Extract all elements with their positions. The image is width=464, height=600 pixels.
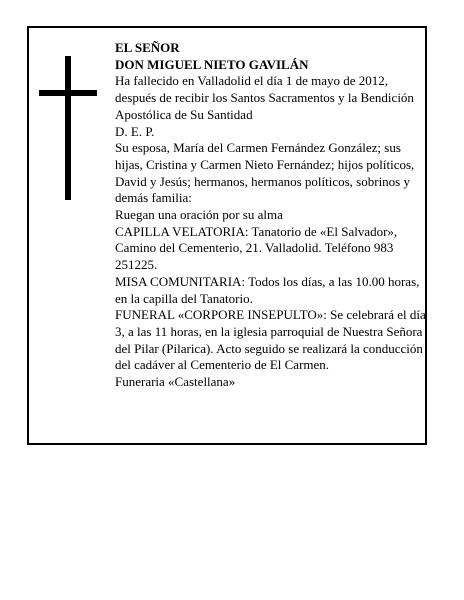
cross-vertical-bar — [65, 56, 71, 200]
cross-icon — [39, 56, 97, 200]
cross-horizontal-bar — [39, 90, 97, 96]
funeral-home: Funeraria «Castellana» — [115, 374, 236, 390]
notice-title: EL SEÑOR — [115, 40, 180, 55]
dep-line: D. E. P. — [115, 123, 155, 139]
funeral-info: FUNERAL «CORPORE INSEPULTO»: Se celebrará el día 3, a las 11 horas, en la iglesia parroquial de Nuestra Señora del Pilar (Pilarica). Acto seguido se realizará la conducción del cadáver al Cementerio de El Carmen. — [115, 307, 426, 373]
prayer-request: Ruegan una oración por su alma — [115, 207, 283, 223]
death-announcement: Ha fallecido en Valladolid el día 1 de mayo de 2012, después de recibir los Santos Sacramentos y la Bendición Apostólica de Su Santidad — [115, 73, 414, 122]
family-list: Su esposa, María del Carmen Fernández González; sus hijas, Cristina y Carmen Nieto Fernández; hijos políticos, David y Jesús; hermanos, hermanos políticos, sobrinos y demás familia: — [115, 140, 415, 206]
mass-info: MISA COMUNITARIA: Todos los días, a las 10.00 horas, en la capilla del Tanatorio. — [115, 273, 420, 306]
chapel-info: CAPILLA VELATORIA: Tanatorio de «El Salvador», Camino del Cementerio, 21. Valladolid. Teléfono 983 251225. — [115, 223, 398, 273]
notice-content — [115, 40, 427, 391]
deceased-name: DON MIGUEL NIETO GAVILÁN — [115, 56, 309, 72]
obituary-notice — [27, 26, 427, 445]
